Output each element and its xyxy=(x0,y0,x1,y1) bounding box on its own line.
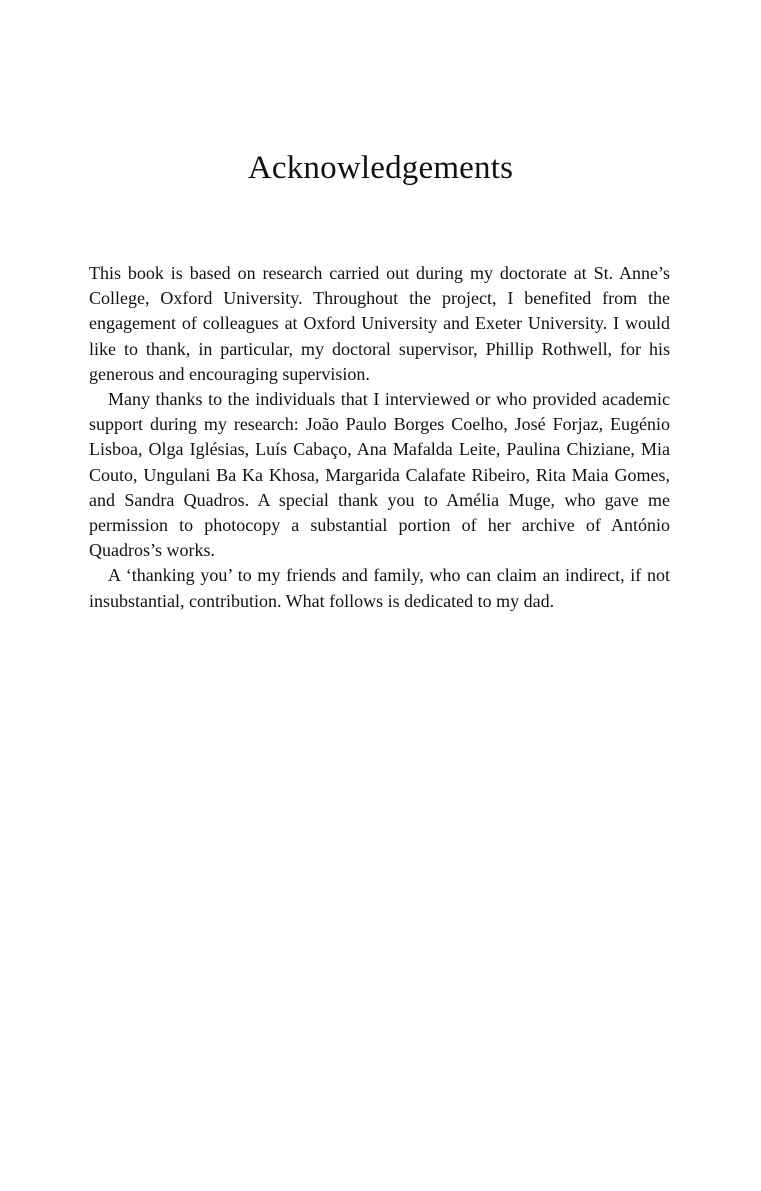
page-title: Acknowledgements xyxy=(247,150,514,186)
acknowledgements-body xyxy=(89,261,670,614)
paragraph-1: This book is based on research carried out during my doctorate at St. Anne’s College, Oxford University. Throughout the project, I benefited from the engagement of colleagues at Oxford University and Exeter University. I would like to thank, in particular, my doctoral supervisor, Phillip Rothwell, for his generous and encouraging supervision. xyxy=(89,263,670,384)
paragraph-2: Many thanks to the individuals that I interviewed or who provided academic support during my research: João Paulo Borges Coelho, José Forjaz, Eugénio Lisboa, Olga Iglésias, Luís Cabaço, Ana Mafalda Leite, Paulina Chiziane, Mia Couto, Ungulani Ba Ka Khosa, Margarida Calafate Ribeiro, Rita Maia Gomes, and Sandra Quadros. A special thank you to Amélia Muge, who gave me permission to photocopy a substantial portion of her archive of António Quadros’s works. xyxy=(89,389,670,561)
paragraph-3: A ‘thanking you’ to my friends and family, who can claim an indirect, if not insubstantial, contribution. What follows is dedicated to my dad. xyxy=(89,565,670,611)
